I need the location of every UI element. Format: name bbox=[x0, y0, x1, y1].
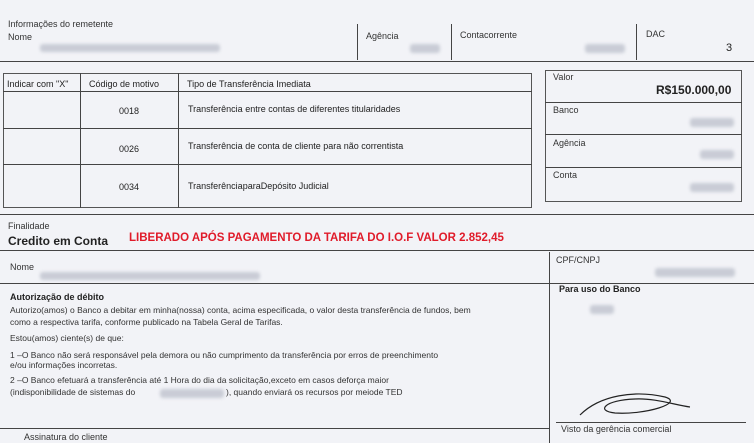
table-header-cell: Tipo de Transferência Imediata bbox=[187, 79, 311, 89]
table-divider bbox=[178, 73, 179, 208]
sender-dac-value: 3 bbox=[726, 42, 733, 54]
table-header-cell: Código de motivo bbox=[89, 79, 160, 89]
divider bbox=[357, 24, 358, 60]
divider bbox=[636, 24, 637, 60]
redacted-recipient-account bbox=[690, 183, 734, 192]
table-row-code: 0018 bbox=[119, 106, 140, 116]
authorization-title: Autorização de débito bbox=[10, 292, 105, 302]
authorization-text: como a respectiva tarifa, conforme publicado na Tabela Geral de Tarifas. bbox=[10, 317, 283, 327]
table-divider bbox=[3, 128, 532, 129]
redacted-recipient-agency bbox=[700, 150, 734, 159]
divider bbox=[0, 61, 754, 62]
redacted-account bbox=[585, 44, 625, 53]
manager-signature-icon bbox=[575, 385, 695, 425]
table-divider bbox=[3, 164, 532, 165]
redacted-bank-stamp bbox=[590, 305, 614, 314]
table-row-code: 0026 bbox=[119, 144, 140, 154]
table-row-type: Transferência de conta de cliente para não correntista bbox=[188, 141, 404, 151]
redacted-cpf bbox=[655, 268, 735, 277]
sender-account-label: Contacorrente bbox=[460, 30, 518, 40]
purpose-value: Credito em Conta bbox=[8, 234, 109, 248]
divider bbox=[451, 24, 452, 60]
transfer-value: R$150.000,00 bbox=[656, 83, 732, 97]
recipient-account-label: Conta bbox=[553, 170, 578, 180]
table-header-cell: Indicar com "X" bbox=[7, 79, 69, 89]
redacted-beneficiary-name bbox=[40, 272, 260, 280]
divider bbox=[545, 134, 742, 135]
release-notice: LIBERADO APÓS PAGAMENTO DA TARIFA DO I.O.F VALOR 2.852,45 bbox=[129, 232, 504, 244]
condition-text: (indisponibilidade de sistemas do bbox=[10, 387, 136, 397]
bank-label: Banco bbox=[553, 105, 579, 115]
sender-name-label: Nome bbox=[8, 32, 33, 42]
table-row-code: 0034 bbox=[119, 182, 140, 192]
sender-dac-label: DAC bbox=[646, 29, 666, 39]
manager-label: Visto da gerência comercial bbox=[561, 424, 672, 434]
divider bbox=[549, 252, 550, 443]
condition-text: 1 –O Banco não será responsável pela demora ou não cumprimento da transferência por erros de preenchimento bbox=[10, 350, 439, 360]
condition-text: e/ou informações incorretas. bbox=[10, 360, 118, 370]
beneficiary-name-label: Nome bbox=[10, 262, 35, 272]
divider bbox=[0, 214, 754, 215]
table-divider bbox=[3, 91, 532, 92]
sender-agency-label: Agência bbox=[366, 31, 399, 41]
condition-text: 2 –O Banco efetuará a transferência até 1 Hora do dia da solicitação,exceto em casos deforça maior bbox=[10, 375, 389, 385]
redacted-bank-name bbox=[160, 389, 224, 398]
redacted-agency bbox=[410, 44, 440, 53]
cpf-label: CPF/CNPJ bbox=[556, 255, 601, 265]
table-row-type: Transferência entre contas de diferentes titularidades bbox=[188, 104, 401, 114]
manager-signature-line bbox=[556, 422, 746, 423]
value-label: Valor bbox=[553, 72, 574, 82]
redacted-sender-name bbox=[40, 44, 220, 52]
table-divider bbox=[80, 73, 81, 208]
sender-section-title: Informações do remetente bbox=[8, 19, 114, 29]
purpose-label: Finalidade bbox=[8, 221, 50, 231]
divider bbox=[545, 167, 742, 168]
recipient-agency-label: Agência bbox=[553, 138, 586, 148]
signature-line bbox=[0, 428, 549, 429]
authorization-text: Autorizo(amos) o Banco a debitar em minha(nossa) conta, acima especificada, o valor desta transferência de fundos, bem bbox=[10, 305, 471, 315]
divider bbox=[0, 250, 754, 251]
bank-use-label: Para uso do Banco bbox=[559, 284, 641, 294]
signature-label: Assinatura do cliente bbox=[24, 432, 108, 442]
condition-text: ), quando enviará os recursos por meiode TED bbox=[226, 387, 403, 397]
aware-text: Estou(amos) ciente(s) de que: bbox=[10, 333, 124, 343]
redacted-bank bbox=[690, 118, 734, 127]
table-row-type: TransferênciaparaDepósito Judicial bbox=[188, 181, 329, 191]
divider bbox=[545, 102, 742, 103]
